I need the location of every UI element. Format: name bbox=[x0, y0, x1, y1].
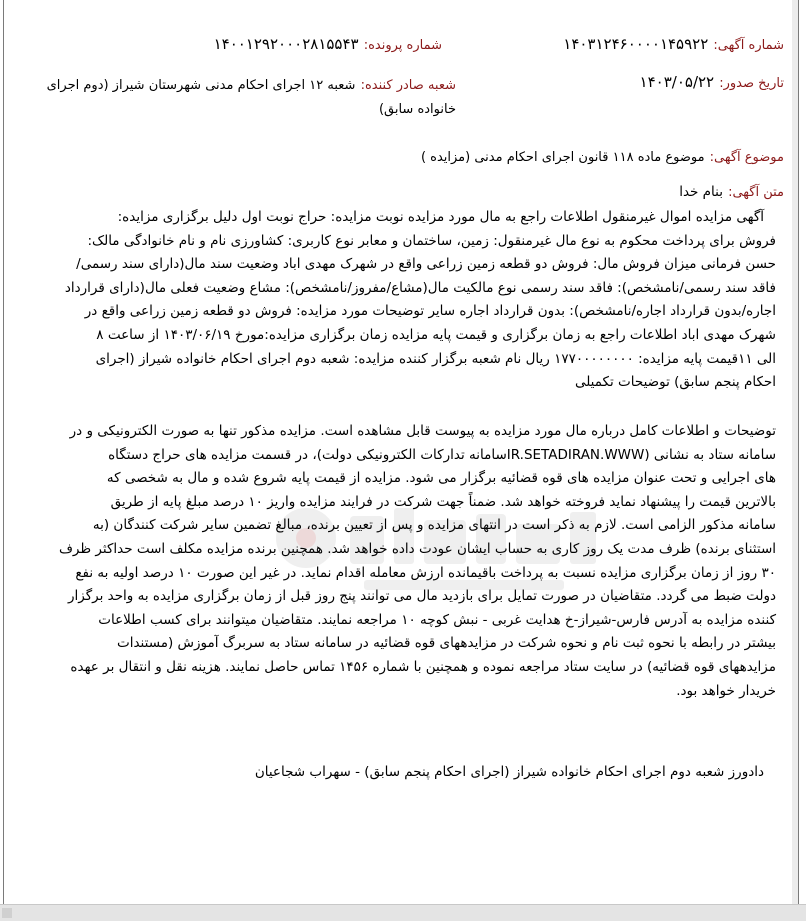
details-line: های اجرایی و تحت عنوان مزایده های قوه قضائیه برگزار می شود. مزایده از قیمت پایه شروع شده و مال به شخصی که bbox=[106, 470, 776, 487]
issue-date-label: تاریخ صدور: bbox=[719, 76, 784, 91]
file-number-field bbox=[214, 34, 442, 53]
issue-date-value: ۱۴۰۳/۰۵/۲۲ bbox=[639, 73, 715, 91]
details-line: دولت ضبط می گردد. متقاضیان در صورت تمایل برای بازدید مال می توانند پنج روز قبل از زمان برگزاری مزایده به واحد برگزار bbox=[67, 588, 776, 605]
file-number-value: ۱۴۰۰۱۲۹۲۰۰۰۲۸۱۵۵۴۳ bbox=[213, 35, 359, 53]
notice-opening: بنام خدا bbox=[679, 184, 723, 200]
notice-line: فاقد سند رسمی/نامشخص): فاقد سند رسمی نوع مالکیت مال(مشاع/مفروز/نامشخص): مشاع وضعیت فعلی مال(دارای قرارداد bbox=[64, 279, 776, 296]
notice-text-heading bbox=[679, 181, 784, 200]
details-line: کننده مزایده به آدرس فارس-شیراز-خ هدایت غربی - نبش کوچه ۱۰ مراجعه نمایند. متقاضیان میتوانند برای کسب اطلاعات bbox=[98, 611, 776, 628]
details-line: بالاترین قیمت را پیشنهاد نماید فروخته خواهد شد. ضمناً جهت شرکت در فرایند مزایده واریز ۱۰ درصد مبلغ پایه از طریق bbox=[110, 493, 776, 510]
details-body bbox=[14, 420, 776, 703]
subject-text: موضوع ماده ۱۱۸ قانون اجرای احکام مدنی (مزایده ) bbox=[420, 150, 705, 165]
signature-line: دادورز شعبه دوم اجرای احکام خانواده شیراز (اجرای احکام پنجم سابق) - سهراب شجاعیان bbox=[254, 764, 764, 780]
issuer-field bbox=[36, 72, 456, 122]
notice-number-field bbox=[563, 34, 784, 53]
vertical-scrollbar[interactable] bbox=[792, 0, 798, 904]
details-line: مزایدههای قوه قضائیه) در سایت ستاد مراجعه نموده و همچنین با شماره ۱۴۵۶ تماس حاصل نمایند. هزینه نقل و انتقال بر عهده bbox=[70, 658, 776, 675]
notice-line: الی ۱۱قیمت پایه مزایده: ۱۷۷۰۰۰۰۰۰۰۰ ریال نام شعبه برگزار کننده مزایده: شعبه دوم اجرای احکام خانواده شیراز (اجرای bbox=[95, 350, 776, 367]
subject-label: موضوع آگهی: bbox=[709, 150, 784, 165]
file-number-label: شماره پرونده: bbox=[363, 38, 442, 53]
issuer-line-1: شعبه ۱۲ اجرای احکام مدنی شهرستان شیراز (دوم اجرای bbox=[46, 78, 356, 93]
notice-body bbox=[14, 206, 776, 395]
notice-text-label: متن آگهی: bbox=[728, 185, 784, 200]
details-line: ۳۰ روز از زمان برگزاری مزایده نسبت به پرداخت باقیمانده ارزش معامله اقدام نماید. در غیر این صورت ۱۰ درصد اولیه به نفع bbox=[75, 564, 776, 581]
details-line: خریدار خواهد بود. bbox=[676, 682, 776, 699]
details-line: بیشتر در رابطه با نحوه ثبت نام و نحوه شرکت در مزایدههای قوه قضائیه در سامانه ستاد به سربرگ آموزش (مستندات bbox=[117, 635, 776, 652]
notice-line: فروش برای پرداخت محکوم به نوع مال غیرمنقول: زمین، ساختمان و معابر نوع کاربری: کشاورزی نام و نام خانوادگی مالک: bbox=[87, 232, 776, 249]
subject-field bbox=[421, 146, 784, 165]
notice-line: احکام پنجم سابق) توضیحات تکمیلی bbox=[574, 374, 776, 391]
notice-line: اجاره/بدون قرارداد اجاره/نامشخص): بدون قرارداد اجاره سایر توضیحات مورد مزایده: فروش دو قطعه زمین زراعی واقع در bbox=[84, 303, 776, 320]
notice-line: حسن فرمانی میزان فروش مال: فروش دو قطعه زمین زراعی واقع در شهرک مهدی اباد وضعیت سند مال(دارای سند رسمی/ bbox=[76, 256, 776, 273]
details-line: سامانه مذکور الزامی است. لازم به ذکر است در انتهای مزایده و پس از تعیین برنده، مبالغ تضمین سایر شرکت کنندگان (به bbox=[92, 517, 776, 534]
issuer-line-2: خانواده سابق) bbox=[378, 102, 456, 117]
issuer-label: شعبه صادر کننده: bbox=[360, 78, 456, 93]
details-line: استثنای برنده) ظرف مدت یک روز کاری به حساب ایشان عودت داده خواهد شد. همچنین برنده مزایده مکلف است حداکثر ظرف bbox=[58, 540, 776, 557]
notice-line: آگهی مزایده اموال غیرمنقول اطلاعات راجع به مال مورد مزایده نوبت مزایده: حراج نوبت اول دلیل برگزاری مزایده: bbox=[117, 209, 764, 225]
notice-number-value: ۱۴۰۳۱۲۴۶۰۰۰۰۱۴۵۹۲۲ bbox=[563, 35, 709, 53]
details-line: سامانه ستاد به نشانی (IR.SETADIRAN.WWWسامانه تدارکات الکترونیکی دولت)، در قسمت مزایده های حراج دستگاه bbox=[108, 446, 776, 463]
notice-line: شهرک مهدی اباد اطلاعات راجع به زمان برگزاری و قیمت پایه مزایده زمان برگزاری مزایده:مورخ ۱۴۰۳/۰۶/۱۹ از ساعت ۸ bbox=[96, 326, 776, 343]
details-line: توضیحات و اطلاعات کامل درباره مال مورد مزایده به پیوست قابل مشاهده است. مزایده مذکور تنها به صورت الکترونیکی و در bbox=[69, 423, 776, 439]
notice-frame bbox=[3, 0, 799, 904]
horizontal-scrollbar[interactable] bbox=[0, 904, 806, 921]
issue-date-field bbox=[640, 72, 784, 91]
notice-number-label: شماره آگهی: bbox=[713, 38, 784, 53]
scroll-left-grip[interactable] bbox=[2, 908, 12, 918]
